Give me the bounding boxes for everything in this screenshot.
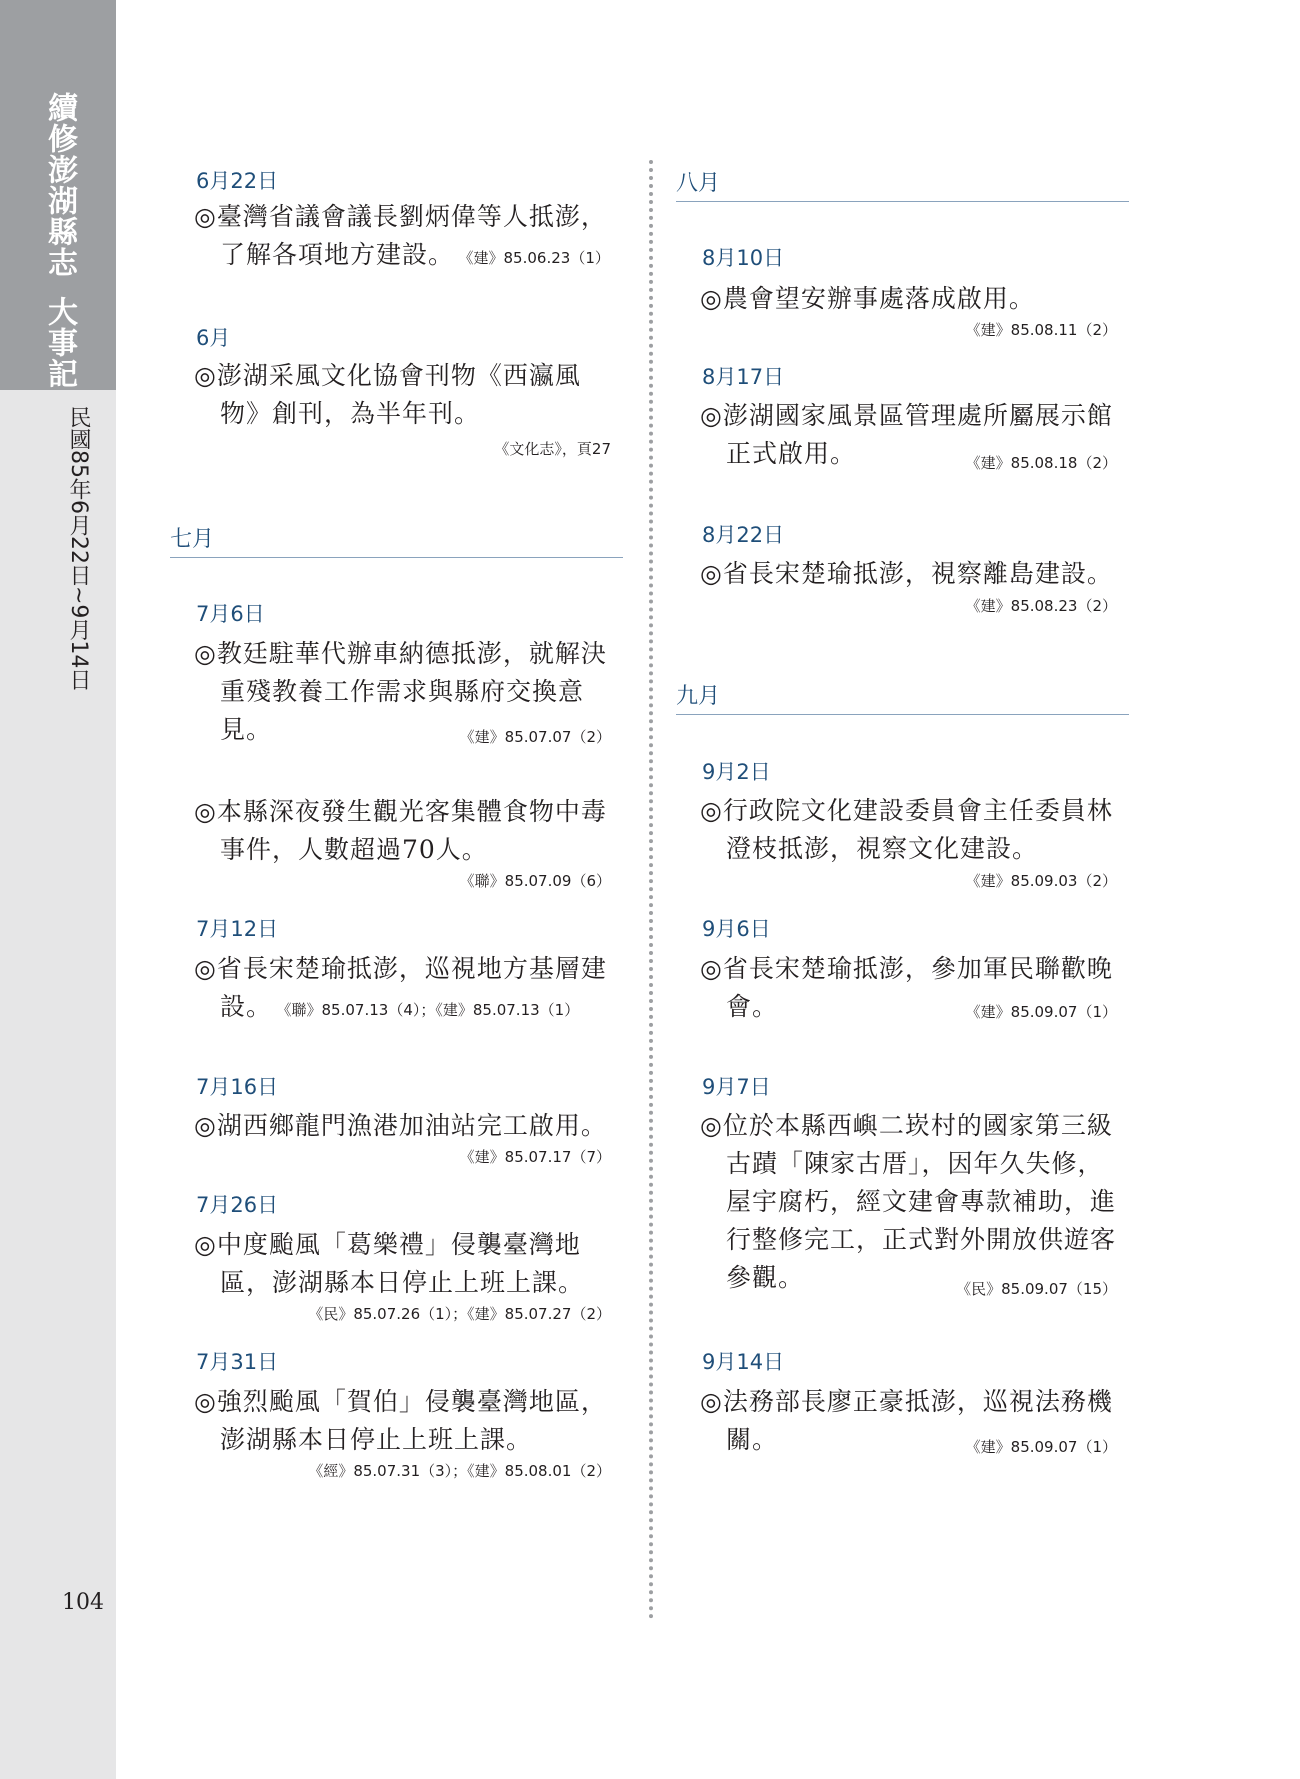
- entry-line: 澎湖縣本日停止上班上課。: [220, 1425, 533, 1454]
- entry-line: ◎位於本縣西嶼二崁村的國家第三級: [700, 1111, 1113, 1140]
- entry-line: 物》創刊，為半年刊。: [220, 399, 481, 428]
- entry-source: 《建》85.09.07（1）: [965, 1003, 1117, 1021]
- entry-line: ◎省長宋楚瑜抵澎，視察離島建設。: [700, 559, 1113, 588]
- entry-source: 《建》85.06.23（1）: [466, 249, 610, 267]
- entry-line: ◎本縣深夜發生觀光客集體食物中毒: [194, 797, 607, 826]
- entry-source: 《民》85.09.07（15）: [956, 1280, 1117, 1298]
- entry-source: 《建》85.07.17（7）: [459, 1148, 611, 1166]
- entry-text: [700, 792, 1128, 868]
- entry-text: [194, 950, 622, 1029]
- entry-date: 9月2日: [702, 760, 771, 784]
- entry-line: ◎法務部長廖正豪抵澎，巡視法務機: [700, 1387, 1113, 1416]
- entry-source: 《建》85.08.23（2）: [965, 597, 1117, 615]
- entry-line: 了解各項地方建設。: [220, 240, 455, 269]
- entry-date: 8月10日: [702, 246, 785, 270]
- entry-date: 8月22日: [702, 523, 785, 547]
- entry-line: ◎中度颱風「葛樂禮」侵襲臺灣地: [194, 1230, 581, 1259]
- book-title-main: 續修澎湖縣志: [42, 92, 77, 278]
- entry-text: [700, 555, 1128, 593]
- entry-date: 7月6日: [196, 602, 265, 626]
- entry-source: 《建》85.09.03（2）: [965, 872, 1117, 890]
- entry-source: 《建》85.08.11（2）: [965, 321, 1117, 339]
- entry-date: 7月31日: [196, 1350, 279, 1374]
- entry-text: [194, 1107, 622, 1145]
- entry-text: [700, 1107, 1128, 1297]
- entry-source: 《文化志》，頁27: [494, 440, 611, 458]
- entry-date: 9月6日: [702, 917, 771, 941]
- entry-text: [700, 280, 1128, 318]
- entry-line: 參觀。: [726, 1263, 805, 1292]
- entry-text: [194, 357, 622, 433]
- entry-line: ◎省長宋楚瑜抵澎，參加軍民聯歡晚: [700, 954, 1113, 983]
- entry-line: 屋宇腐朽，經文建會專款補助，進: [726, 1187, 1117, 1216]
- entry-source: 《建》85.08.18（2）: [965, 454, 1117, 472]
- entry-date: 7月16日: [196, 1075, 279, 1099]
- entry-line: 澄枝抵澎，視察文化建設。: [726, 834, 1039, 863]
- entry-date: 9月7日: [702, 1075, 771, 1099]
- entry-date: 6月22日: [196, 169, 279, 193]
- book-title: [37, 92, 81, 389]
- entry-date: 6月: [196, 326, 231, 350]
- entry-line: 事件，人數超過70人。: [220, 835, 488, 864]
- entry-text: [194, 793, 622, 869]
- entry-source: 《聯》85.07.09（6）: [459, 872, 611, 890]
- entry-line: ◎湖西鄉龍門漁港加油站完工啟用。: [194, 1111, 607, 1140]
- entry-source: 《建》85.09.07（1）: [965, 1438, 1117, 1456]
- entry-line: ◎農會望安辦事處落成啟用。: [700, 284, 1035, 313]
- entry-text: [194, 1383, 622, 1459]
- entry-date: 7月26日: [196, 1193, 279, 1217]
- entry-line: 行整修完工，正式對外開放供遊客: [726, 1225, 1117, 1254]
- month-heading: 八月: [676, 166, 1129, 202]
- entry-line: 古蹟「陳家古厝」，因年久失修，: [726, 1149, 1104, 1178]
- sidebar: [0, 0, 116, 1779]
- entry-line: 正式啟用。: [726, 439, 857, 468]
- entry-line: ◎澎湖采風文化協會刊物《西瀛風: [194, 361, 581, 390]
- entry-line: ◎省長宋楚瑜抵澎，巡視地方基層建: [194, 954, 607, 983]
- entry-line: ◎臺灣省議會議長劉炳偉等人抵澎，: [194, 202, 607, 231]
- entry-line: 區，澎湖縣本日停止上班上課。: [220, 1268, 585, 1297]
- entry-line: 關。: [726, 1425, 779, 1454]
- entry-date: 7月12日: [196, 917, 279, 941]
- entry-text: [194, 198, 622, 277]
- entry-line: ◎強烈颱風「賀伯」侵襲臺灣地區，: [194, 1387, 607, 1416]
- entry-line: ◎行政院文化建設委員會主任委員林: [700, 796, 1113, 825]
- entry-line: ◎教廷駐華代辦車納德抵澎，就解決: [194, 639, 607, 668]
- entry-date: 8月17日: [702, 365, 785, 389]
- entry-line: 會。: [726, 992, 779, 1021]
- entry-source: 《聯》85.07.13（4）；《建》85.07.13（1）: [284, 1001, 580, 1019]
- month-heading: 九月: [676, 679, 1129, 715]
- entry-line: 重殘教養工作需求與縣府交換意: [220, 677, 585, 706]
- date-range-subtitle: 民國85年6月22日∼9月14日: [66, 406, 91, 691]
- month-heading: 七月: [170, 522, 623, 558]
- column-divider: [649, 160, 653, 1620]
- entry-source: 《建》85.07.07（2）: [459, 728, 611, 746]
- entry-text: [194, 1226, 622, 1302]
- entry-line: 見。: [220, 715, 273, 744]
- entry-line: 設。: [220, 992, 273, 1021]
- sidebar-title-block: [0, 0, 116, 390]
- entry-line: ◎澎湖國家風景區管理處所屬展示館: [700, 401, 1113, 430]
- book-title-section: 大事記: [42, 296, 77, 389]
- entry-source: 《民》85.07.26（1）；《建》85.07.27（2）: [308, 1305, 611, 1323]
- page-number: 104: [62, 1590, 104, 1615]
- entry-date: 9月14日: [702, 1350, 785, 1374]
- entry-source: 《經》85.07.31（3）；《建》85.08.01（2）: [308, 1462, 611, 1480]
